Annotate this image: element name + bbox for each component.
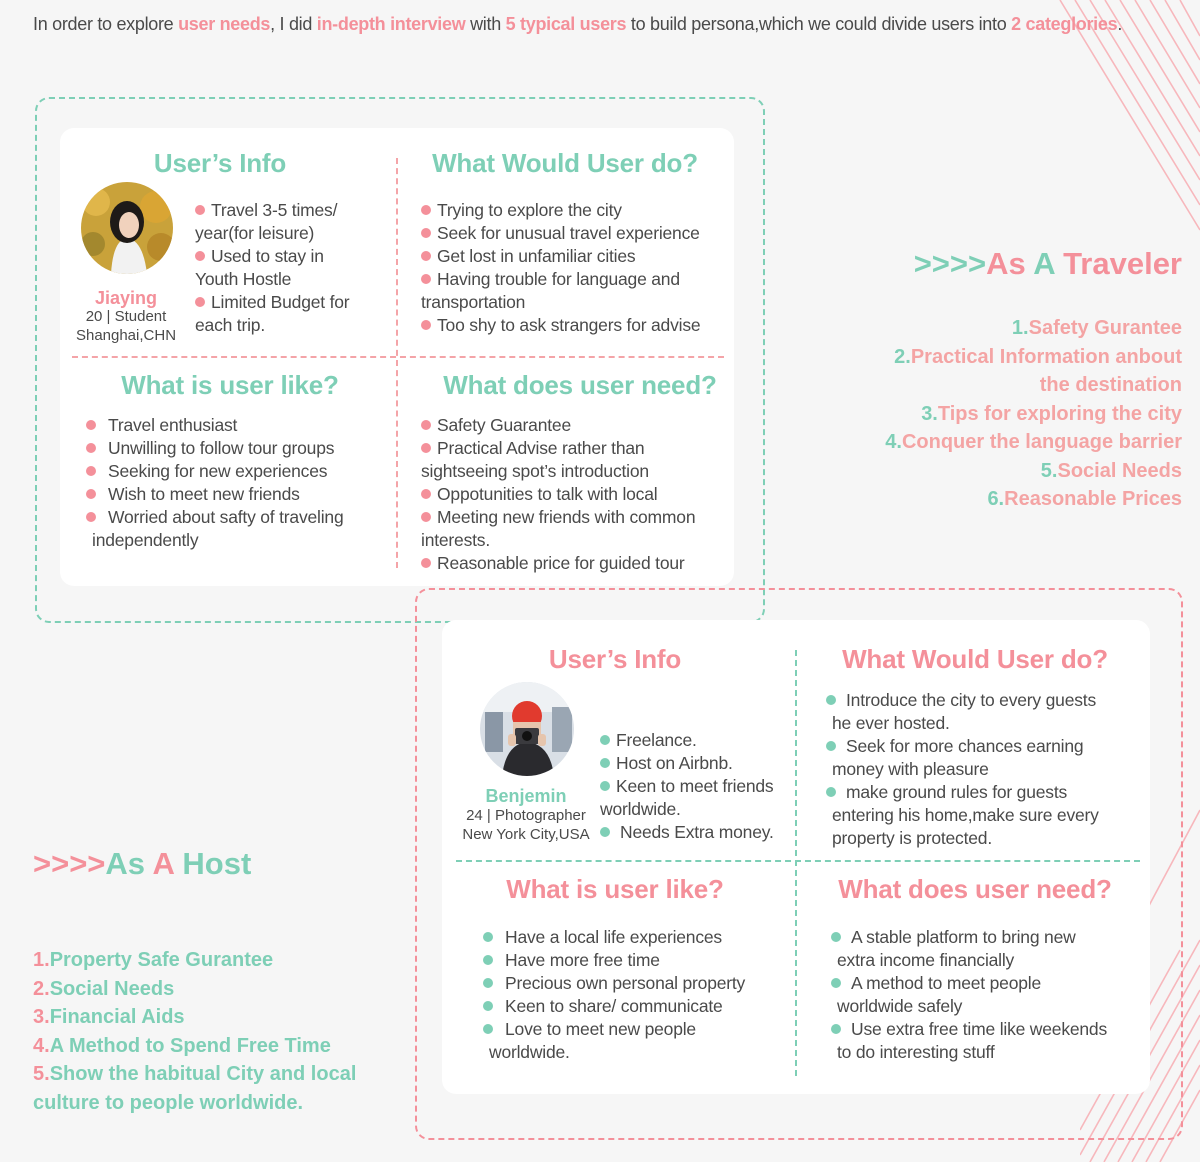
intro-highlight: 5 typical users — [505, 14, 627, 34]
traveler-persona-name: Jiaying — [94, 288, 158, 308]
list-item: sightseeing spot’s introduction — [421, 461, 649, 481]
traveler-like-title: What is user like? — [121, 370, 339, 400]
list-item: Travel 3-5 times/ — [195, 199, 385, 222]
host-do-title: What Would User do? — [842, 644, 1108, 674]
bullet-icon — [831, 932, 841, 942]
host-avatar — [480, 682, 574, 776]
host-divider-horizontal — [456, 860, 1140, 862]
bullet-icon — [86, 466, 96, 476]
list-item: year(for leisure) — [195, 223, 315, 243]
traveler-divider-vertical — [396, 158, 398, 568]
bullet-icon — [421, 420, 431, 430]
host-needs-list — [33, 946, 393, 1117]
list-item: the destination — [1039, 374, 1182, 396]
intro-part: . — [1117, 14, 1123, 34]
bullet-icon — [195, 297, 205, 307]
list-item: property is protected. — [832, 828, 992, 848]
bullet-icon — [421, 228, 431, 238]
traveler-like-list — [86, 414, 386, 552]
intro-part: with — [465, 14, 506, 34]
host-like-list — [483, 926, 783, 1064]
list-item: Introduce the city to every guests — [826, 689, 1136, 712]
list-item: Host on Airbnb. — [600, 752, 790, 775]
list-item: to do interesting stuff — [837, 1042, 995, 1062]
host-info-list — [600, 729, 790, 844]
list-item: A stable platform to bring new — [831, 926, 1141, 949]
list-item: Meeting new friends with common — [421, 506, 726, 529]
list-item: Having trouble for language and — [421, 268, 721, 291]
intro-part: to build persona,which we could divide users into — [626, 14, 1012, 34]
bullet-icon — [831, 1024, 841, 1034]
list-item: 6.Reasonable Prices — [987, 488, 1182, 510]
list-item: Seeking for new experiences — [86, 460, 386, 483]
bullet-icon — [600, 758, 610, 768]
host-like-title: What is user like? — [506, 874, 724, 904]
list-item: Needs Extra money. — [600, 821, 790, 844]
host-do-list — [826, 689, 1136, 850]
intro-part: , I did — [270, 14, 317, 34]
list-item: transportation — [421, 292, 526, 312]
list-item: extra income financially — [837, 950, 1015, 970]
bullet-icon — [195, 251, 205, 261]
list-item: 4.A Method to Spend Free Time — [33, 1034, 331, 1057]
host-persona-location: New York City,USA — [462, 826, 590, 843]
host-need-list — [831, 926, 1141, 1064]
list-item: Keen to meet friends — [600, 775, 790, 798]
list-item: each trip. — [195, 315, 265, 335]
list-item: Too shy to ask strangers for advise — [421, 314, 721, 337]
bullet-icon — [600, 827, 610, 837]
list-item: 5.Show the habitual City and local — [33, 1063, 357, 1085]
bullet-icon — [86, 420, 96, 430]
list-item: Safety Guarantee — [421, 414, 726, 437]
bullet-icon — [421, 274, 431, 284]
list-item: 3.Financial Aids — [33, 1006, 185, 1028]
traveler-divider-horizontal — [72, 356, 724, 358]
bullet-icon — [826, 741, 836, 751]
list-item: A method to meet people — [831, 972, 1141, 995]
list-item: Seek for more chances earning — [826, 735, 1136, 758]
traveler-persona-meta — [66, 307, 186, 345]
traveler-do-title: What Would User do? — [432, 148, 698, 178]
list-item: worldwide. — [600, 799, 681, 819]
traveler-need-title: What does user need? — [443, 370, 717, 400]
list-item: worldwide safely — [837, 996, 963, 1016]
intro-highlight: user needs — [178, 14, 271, 34]
host-info-title: User’s Info — [548, 644, 682, 674]
host-persona-age-job: 24 | Photographer — [466, 807, 586, 824]
bullet-icon — [421, 558, 431, 568]
bullet-icon — [421, 205, 431, 215]
bullet-icon — [421, 320, 431, 330]
list-item: Reasonable price for guided tour — [421, 552, 726, 575]
list-item: Unwilling to follow tour groups — [86, 437, 386, 460]
list-item: make ground rules for guests — [826, 781, 1136, 804]
bullet-icon — [831, 978, 841, 988]
bullet-icon — [421, 489, 431, 499]
list-item: Worried about safty of traveling — [86, 506, 386, 529]
list-item: Have more free time — [483, 949, 783, 972]
list-item: 1.Safety Gurantee — [1011, 317, 1182, 339]
bullet-icon — [421, 443, 431, 453]
traveler-role-title: >>>>As A Traveler — [913, 246, 1182, 281]
intro-text — [33, 14, 1122, 35]
list-item: Travel enthusiast — [86, 414, 386, 437]
list-item: 5.Social Needs — [1040, 459, 1182, 482]
host-persona-name: Benjemin — [485, 786, 567, 806]
traveler-avatar — [81, 182, 173, 274]
traveler-need-list — [421, 414, 726, 575]
intro-highlight: 2 categlories — [1011, 14, 1118, 34]
list-item: Get lost in unfamiliar cities — [421, 245, 721, 268]
traveler-info-title: User’s Info — [153, 148, 287, 178]
bullet-icon — [86, 443, 96, 453]
intro-part: In order to explore — [33, 14, 179, 34]
traveler-do-list — [421, 199, 721, 337]
list-item: he ever hosted. — [832, 713, 950, 733]
bullet-icon — [600, 735, 610, 745]
host-divider-vertical — [795, 650, 797, 1076]
list-item: 2.Social Needs — [33, 977, 175, 1000]
bullet-icon — [483, 1024, 493, 1034]
list-item: 3.Tips for exploring the city — [921, 402, 1182, 425]
bullet-icon — [600, 781, 610, 791]
bullet-icon — [483, 955, 493, 965]
list-item: Keen to share/ communicate — [483, 995, 783, 1018]
intro-highlight: in-depth interview — [316, 14, 466, 34]
traveler-persona-age-job: 20 | Student — [85, 308, 167, 325]
host-need-title: What does user need? — [838, 874, 1112, 904]
list-item: Wish to meet new friends — [86, 483, 386, 506]
list-item: Love to meet new people — [483, 1018, 783, 1041]
list-item: Used to stay in — [195, 245, 385, 268]
list-item: Practical Advise rather than — [421, 437, 726, 460]
list-item: culture to people worldwide. — [33, 1091, 304, 1114]
list-item: worldwide. — [489, 1042, 570, 1062]
list-item: money with pleasure — [832, 759, 989, 779]
bullet-icon — [483, 1001, 493, 1011]
traveler-info-list — [195, 199, 385, 337]
list-item: Youth Hostle — [195, 269, 292, 289]
list-item: Trying to explore the city — [421, 199, 721, 222]
traveler-needs-list — [862, 314, 1182, 514]
list-item: entering his home,make sure every — [832, 805, 1099, 825]
bullet-icon — [483, 978, 493, 988]
photographer-portrait-icon — [480, 682, 574, 776]
bullet-icon — [195, 205, 205, 215]
list-item: Have a local life experiences — [483, 926, 783, 949]
bullet-icon — [421, 512, 431, 522]
list-item: interests. — [421, 530, 490, 550]
list-item: Seek for unusual travel experience — [421, 222, 721, 245]
list-item: 2.Practical Information anbout — [894, 345, 1182, 368]
woman-portrait-icon — [81, 182, 173, 274]
traveler-persona-location: Shanghai,CHN — [75, 327, 177, 344]
list-item: Oppotunities to talk with local — [421, 483, 726, 506]
bullet-icon — [826, 695, 836, 705]
bullet-icon — [483, 932, 493, 942]
list-item: Use extra free time like weekends — [831, 1018, 1141, 1041]
bullet-icon — [826, 787, 836, 797]
list-item: Limited Budget for — [195, 291, 385, 314]
bullet-icon — [86, 489, 96, 499]
list-item: Precious own personal property — [483, 972, 783, 995]
bullet-icon — [86, 512, 96, 522]
host-role-title: >>>>As A Host — [33, 846, 252, 881]
list-item: 4.Conquer the language barrier — [885, 431, 1182, 453]
bullet-icon — [421, 251, 431, 261]
list-item: 1.Property Safe Gurantee — [33, 949, 274, 971]
host-persona-meta — [456, 806, 596, 844]
list-item: Freelance. — [600, 729, 790, 752]
list-item: independently — [92, 530, 199, 550]
